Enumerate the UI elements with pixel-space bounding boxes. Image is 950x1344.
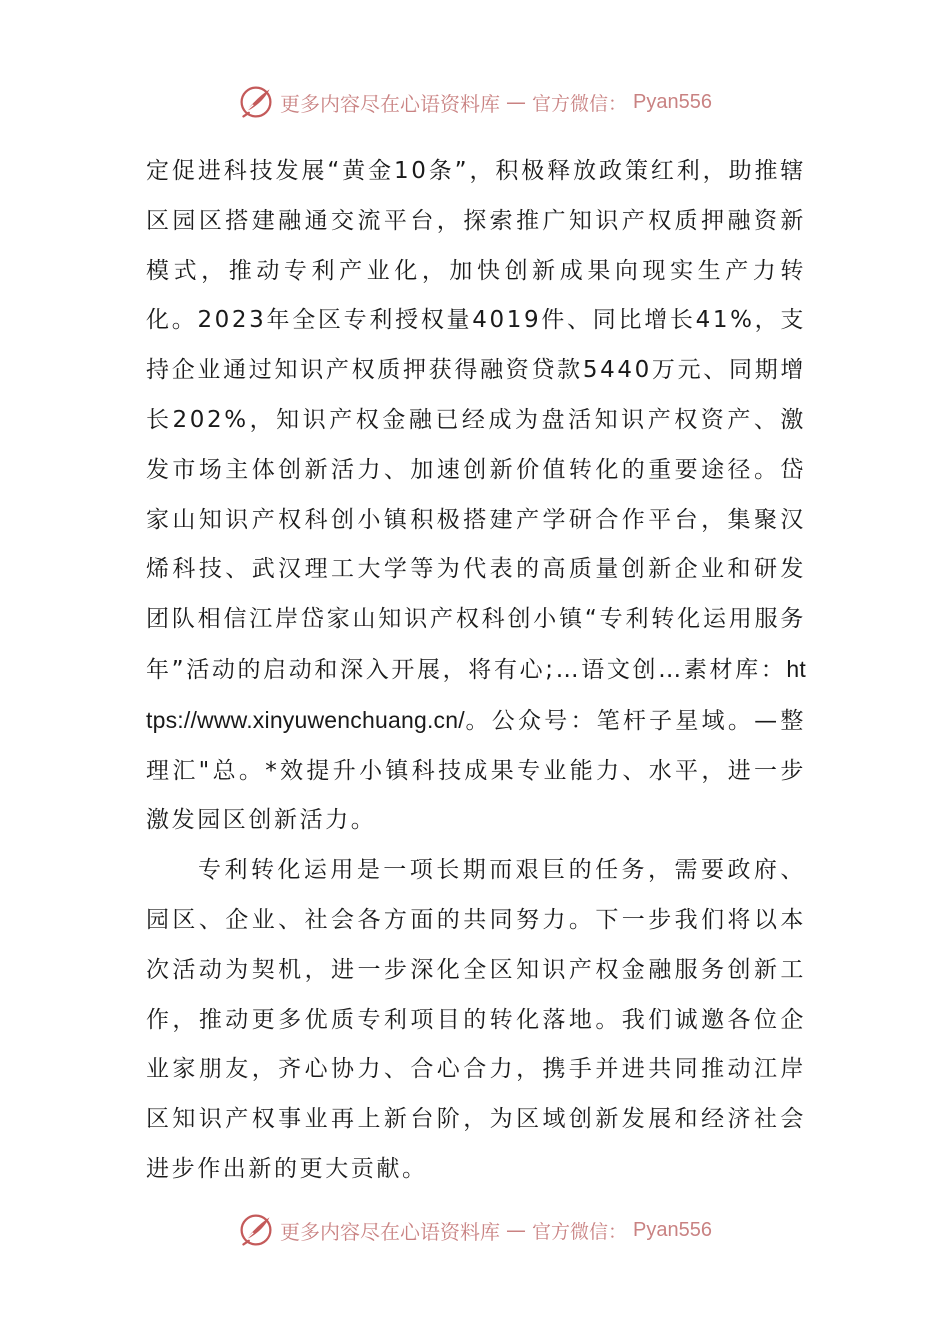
document-body [146,147,806,1195]
paragraph-1-url[interactable]: https://www.xinyuwenchuang.cn/ [146,655,806,733]
banner-wechat-id: Pyan556 [633,90,712,113]
banner-wechat-id: Pyan556 [633,1218,712,1241]
quill-logo-icon [238,1212,274,1248]
banner-dash: — [506,1218,526,1242]
paragraph-1 [146,147,806,846]
paragraph-2: 专利转化运用是一项长期而艰巨的任务，需要政府、园区、企业、社会各方面的共同努力。下一步我们将以本次活动为契机，进一步深化全区知识产权金融服务创新工作，推动更多优质专利项目的转化落地。我们诚邀各位企业家朋友，齐心协力、合心合力，携手并进共同推动江岸区知识产权事业再上新台阶，为区域创新发展和经济社会进步作出新的更大贡献。 [146,857,806,1182]
banner-wechat-label: 官方微信： [532,92,628,115]
header-banner [0,84,950,120]
quill-logo-icon [238,84,274,120]
banner-wechat-label: 官方微信： [532,1220,628,1243]
banner-text: 更多内容尽在心语资料库 [280,1219,500,1244]
banner-text: 更多内容尽在心语资料库 [280,91,500,116]
footer-banner [0,1212,950,1248]
banner-dash: — [506,90,526,114]
paragraph-1-text-a: 定促进科技发展“黄金10条”，积极释放政策红利，助推辖区园区搭建融通交流平台，探索推广知识产权质押融资新模式，推动专利产业化，加快创新成果向现实生产力转化。2023年全区专利授权量4019件、同比增长41%，支持企业通过知识产权质押获得融资贷款5440万元、同期增长202%，知识产权金融已经成为盘活知识产权资产、激发市场主体创新活力、加速创新价值转化的重要途径。岱家山知识产权科创小镇积极搭建产学研合作平台，集聚汉烯科技、武汉理工大学等为代表的高质量创新企业和研发团队相信江岸岱家山知识产权科创小镇“专利转化运用服务年”活动的启动和深入开展，将有心;…语文创…素材库： [146,158,806,683]
paragraph-1-text-b: 。公众号：笔杆子星域。—整理汇"总。*效提升小镇科技成果专业能力、水平，进一步激发园区创新活力。 [146,707,806,834]
